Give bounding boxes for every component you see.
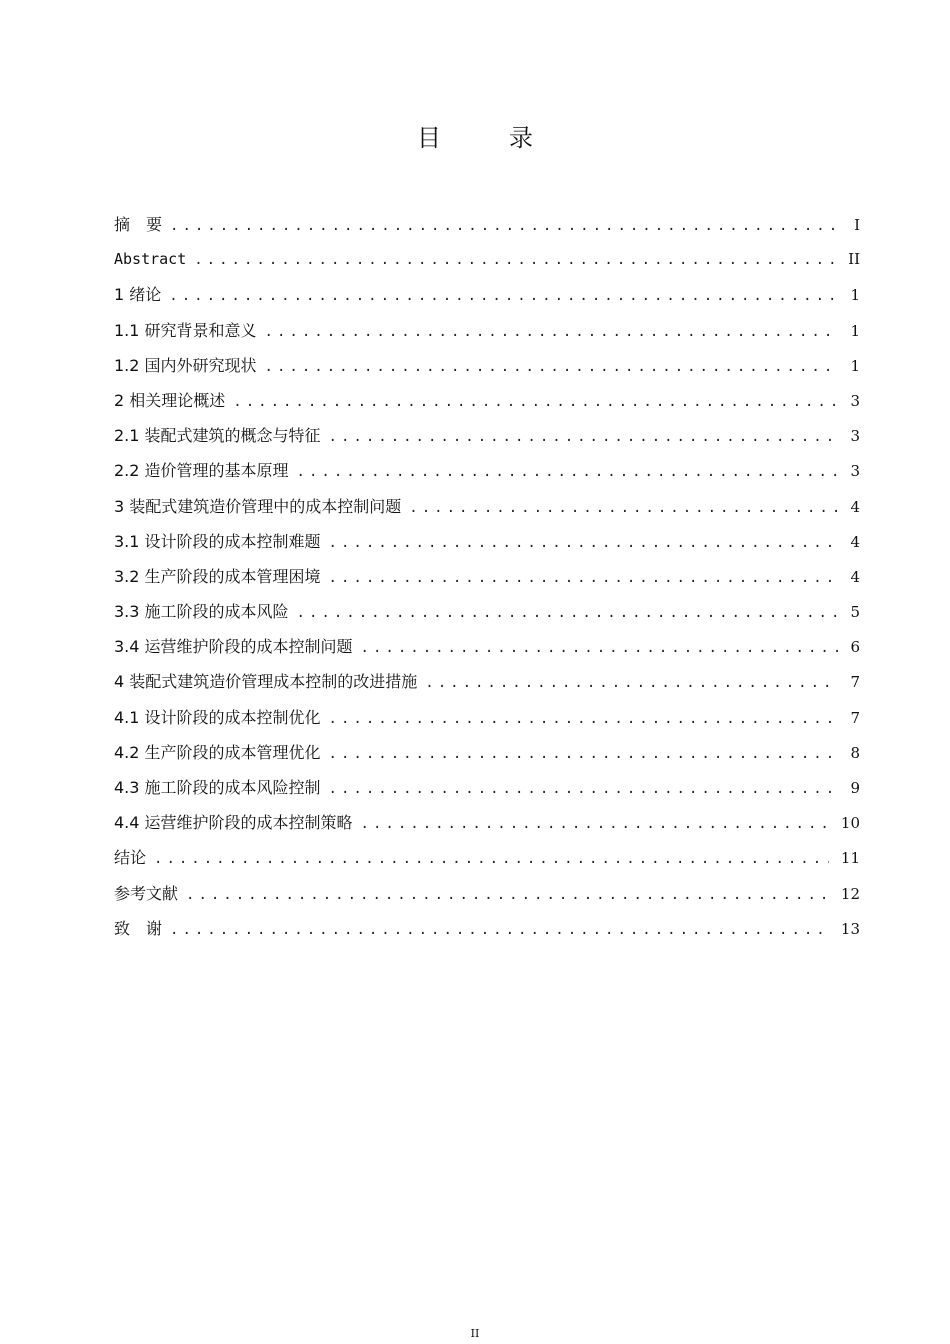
toc-entry-label: 4.4 运营维护阶段的成本控制策略 <box>114 813 353 833</box>
toc-entry-section-4-3[interactable] <box>114 770 860 805</box>
toc-entry-label: 4.3 施工阶段的成本风险控制 <box>114 778 321 797</box>
toc-dot-leader <box>329 737 838 772</box>
toc-entry-page-number: 13 <box>840 919 860 938</box>
toc-entry-page-number: 6 <box>850 638 860 657</box>
toc-dot-leader <box>361 807 829 842</box>
toc-dot-leader <box>233 385 838 420</box>
toc-dot-leader <box>297 455 838 490</box>
toc-entry-section-4-2[interactable] <box>114 735 860 770</box>
toc-entry-section-3-1[interactable] <box>114 524 860 559</box>
toc-entry-section-2-1[interactable] <box>114 418 860 453</box>
toc-entry-section-2-2[interactable] <box>114 453 860 488</box>
toc-dot-leader <box>265 350 838 385</box>
toc-entry-section-1-1[interactable] <box>114 313 860 348</box>
toc-entry-page-number: 8 <box>850 743 860 762</box>
toc-entry-page-number: 3 <box>850 391 860 410</box>
toc-entry-section-3-2[interactable] <box>114 559 860 594</box>
toc-entry-page-number: II <box>848 250 860 269</box>
toc-entry-label: 2.2 造价管理的基本原理 <box>114 461 289 481</box>
toc-entry-page-number: 5 <box>850 603 860 622</box>
toc-dot-leader <box>329 420 838 455</box>
toc-dot-leader <box>154 842 829 877</box>
toc-entry-chapter-4[interactable] <box>114 664 860 699</box>
toc-entry-label: 3.4 运营维护阶段的成本控制问题 <box>114 637 353 657</box>
toc-entry-label: 致 谢 <box>114 918 163 938</box>
toc-entry-label: 2.1 装配式建筑的概念与特征 <box>114 426 321 446</box>
toc-dot-leader <box>425 666 838 701</box>
toc-entry-page-number: 1 <box>850 321 860 340</box>
toc-entry-page-number: 4 <box>850 497 860 516</box>
toc-entry-page-number: 3 <box>850 427 860 446</box>
toc-entry-page-number: 1 <box>850 286 860 305</box>
toc-entry-label: 3.2 生产阶段的成本管理困境 <box>114 566 321 586</box>
toc-entry-page-number: 4 <box>850 532 860 551</box>
toc-dot-leader <box>329 561 838 596</box>
toc-entry-label: 3.1 设计阶段的成本控制难题 <box>114 531 321 551</box>
toc-entry-label: 1.1 研究背景和意义 <box>114 320 257 340</box>
toc-entry-page-number: 9 <box>850 779 860 797</box>
toc-dot-leader <box>329 702 838 737</box>
toc-entry-section-3-3[interactable] <box>114 594 860 629</box>
toc-entry-abstract-cn[interactable] <box>114 207 860 242</box>
toc-entry-page-number: 3 <box>850 462 860 481</box>
toc-dot-leader <box>169 279 838 314</box>
table-of-contents <box>114 207 860 946</box>
toc-entry-page-number: 12 <box>840 884 860 903</box>
toc-dot-leader <box>170 913 829 948</box>
toc-entry-page-number: 10 <box>840 814 860 833</box>
toc-dot-leader <box>329 772 838 807</box>
toc-entry-page-number: 7 <box>850 708 860 727</box>
toc-entry-label: 4.1 设计阶段的成本控制优化 <box>114 707 321 727</box>
toc-entry-section-1-2[interactable] <box>114 348 860 383</box>
toc-entry-references[interactable] <box>114 876 860 911</box>
toc-dot-leader <box>194 243 836 278</box>
toc-entry-label: 1 绪论 <box>114 285 162 305</box>
toc-dot-leader <box>297 596 838 631</box>
toc-entry-label: 4.2 生产阶段的成本管理优化 <box>114 742 321 762</box>
page-number-footer: II <box>470 1327 480 1340</box>
toc-entry-section-4-1[interactable] <box>114 700 860 735</box>
toc-entry-acknowledgements[interactable] <box>114 911 860 946</box>
toc-dot-leader <box>329 526 838 561</box>
toc-entry-label: 2 相关理论概述 <box>114 390 226 410</box>
toc-entry-chapter-3[interactable] <box>114 489 860 524</box>
toc-entry-page-number: 11 <box>840 849 860 868</box>
toc-dot-leader <box>265 315 838 350</box>
toc-entry-label: 摘 要 <box>114 215 163 234</box>
toc-dot-leader <box>186 878 829 913</box>
toc-dot-leader <box>170 209 838 244</box>
toc-entry-label: 结论 <box>114 848 147 868</box>
toc-dot-leader <box>409 491 838 526</box>
toc-entry-label: 3 装配式建筑造价管理中的成本控制问题 <box>114 496 402 516</box>
toc-entry-chapter-2[interactable] <box>114 383 860 418</box>
toc-entry-page-number: I <box>854 216 860 234</box>
toc-dot-leader <box>361 631 838 666</box>
toc-entry-section-4-4[interactable] <box>114 805 860 840</box>
toc-entry-label: 参考文献 <box>114 883 179 903</box>
toc-entry-page-number: 7 <box>850 673 860 692</box>
toc-entry-abstract-en[interactable] <box>114 242 860 277</box>
toc-entry-page-number: 4 <box>850 567 860 586</box>
toc-entry-chapter-1[interactable] <box>114 277 860 312</box>
toc-entry-section-3-4[interactable] <box>114 629 860 664</box>
toc-entry-conclusion[interactable] <box>114 840 860 875</box>
toc-entry-label: 3.3 施工阶段的成本风险 <box>114 602 289 622</box>
page-title: 目 录 <box>417 124 555 152</box>
toc-entry-label: 1.2 国内外研究现状 <box>114 355 257 375</box>
toc-entry-label: 4 装配式建筑造价管理成本控制的改进措施 <box>114 672 418 692</box>
toc-entry-page-number: 1 <box>850 356 860 375</box>
toc-entry-label: Abstract <box>114 250 187 269</box>
